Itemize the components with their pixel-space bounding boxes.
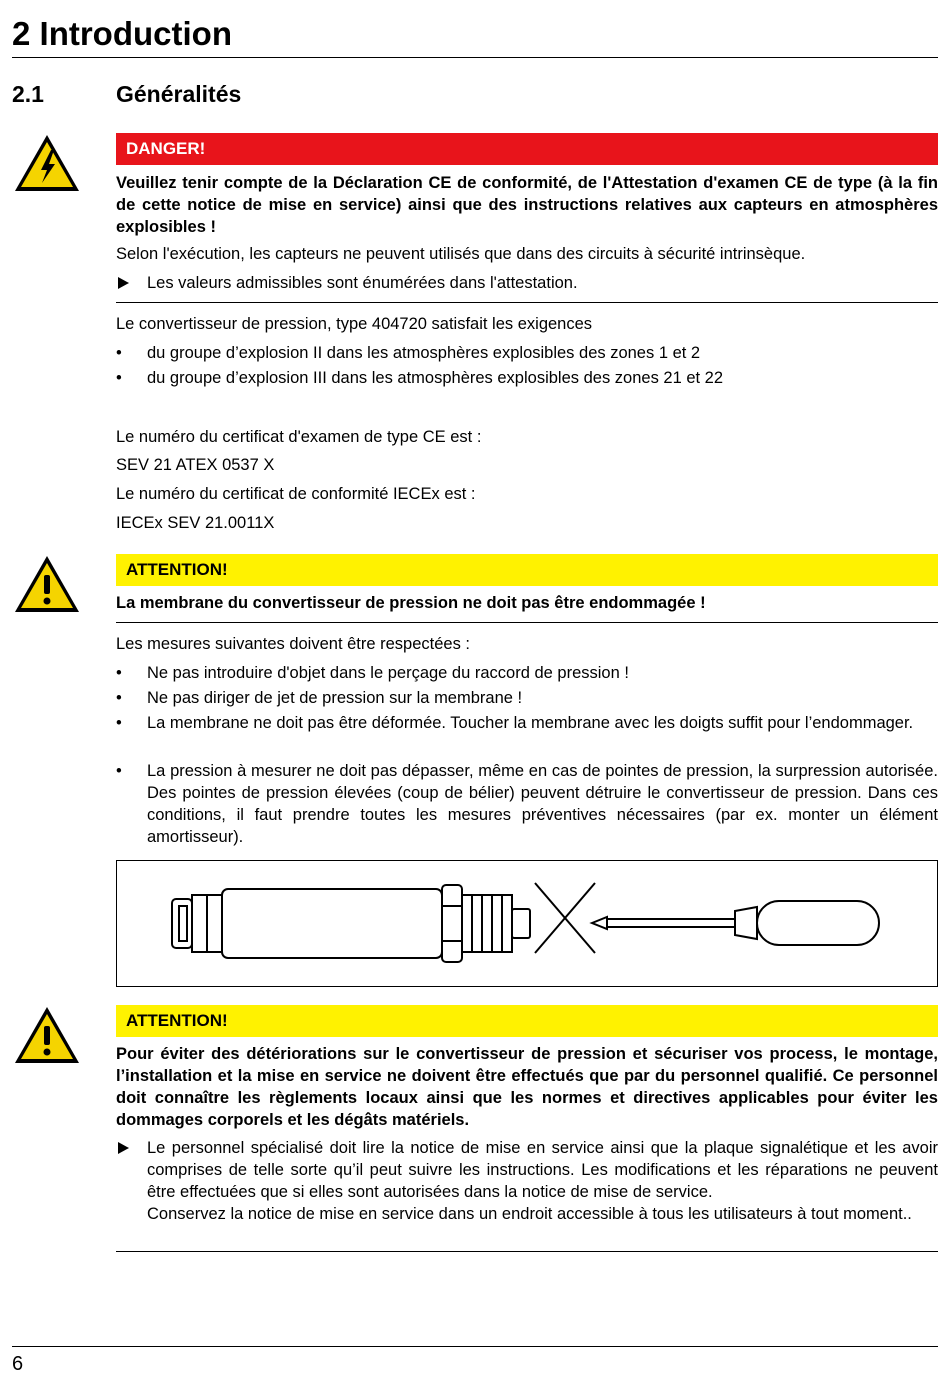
danger-bold-text: Veuillez tenir compte de la Déclaration CE de conformité, de l'Attestation d'examen CE de type (à la fin de cette notice de mise en service) ainsi que des instructions relatives aux capteurs en atmosphères explosibles ! xyxy=(116,174,938,236)
attention-bold-text: Pour éviter des détériorations sur le convertisseur de pression et sécuriser vos process, le montage, l’installation et la mise en service ne doivent être effectués que par du personnel qualifié. Ce personnel doit connaître les règlements locaux ainsi que les normes et directives applicables pour éviter les dommages corporels et les dégâts matériels. xyxy=(116,1045,938,1129)
attention-banner: ATTENTION! xyxy=(116,1005,938,1037)
list-item: • du groupe d’explosion III dans les atmosphères explosibles des zones 21 et 22 xyxy=(116,369,724,387)
action-arrow-icon xyxy=(118,277,129,289)
iecex-certificate-label: Le numéro du certificat de conformité IECEx est : xyxy=(116,485,476,503)
action-arrow-icon xyxy=(118,1142,129,1154)
chapter-divider xyxy=(12,57,938,58)
danger-action-item: Les valeurs admissibles sont énumérées dans l'attestation. xyxy=(116,272,938,294)
list-item: • du groupe d’explosion II dans les atmosphères explosibles des zones 1 et 2 xyxy=(116,344,701,362)
danger-text: Selon l'exécution, les capteurs ne peuvent utilisés que dans des circuits à sécurité intrinsèque. xyxy=(116,245,806,263)
footer-divider xyxy=(12,1346,938,1347)
list-item: • La membrane ne doit pas être déformée. Toucher la membrane avec les doigts suffit pour l’endommager. xyxy=(116,714,914,732)
attention-action-item: Le personnel spécialisé doit lire la notice de mise en service ainsi que la plaque signalétique et les avoir comprises de telle sorte qu’il peut suivre les instructions. Les modifications et les réparations ne peuvent être effectuées que si elles sont autorisées dans la notice de mise de service. xyxy=(116,1137,938,1203)
danger-banner: DANGER! xyxy=(116,133,938,165)
attention-banner: ATTENTION! xyxy=(116,554,938,586)
transmitter-screwdriver-illustration xyxy=(117,861,937,986)
danger-block-rule xyxy=(116,302,938,303)
iecex-certificate-number: IECEx SEV 21.0011X xyxy=(116,514,275,532)
warning-icon xyxy=(12,553,82,615)
chapter-title: 2 Introduction xyxy=(12,15,232,52)
attention-block-rule xyxy=(116,622,938,623)
page-number: 6 xyxy=(12,1353,24,1375)
electric-hazard-icon xyxy=(12,132,82,194)
attention-block-rule xyxy=(116,1251,938,1252)
ce-certificate-number: SEV 21 ATEX 0537 X xyxy=(116,456,275,474)
list-item: • Ne pas diriger de jet de pression sur la membrane ! xyxy=(116,689,523,707)
section-title: Généralités xyxy=(116,81,242,107)
attention-action-continuation: Conservez la notice de mise en service dans un endroit accessible à tous les utilisateurs à tout moment.. xyxy=(147,1205,912,1223)
list-item: • Ne pas introduire d'objet dans le perçage du raccord de pression ! xyxy=(116,664,629,682)
section-number: 2.1 xyxy=(12,81,44,107)
attention-bold-text: La membrane du convertisseur de pression ne doit pas être endommagée ! xyxy=(116,594,706,612)
ce-certificate-label: Le numéro du certificat d'examen de type CE est : xyxy=(116,428,482,446)
warning-icon xyxy=(12,1004,82,1066)
membrane-damage-figure xyxy=(116,860,938,987)
measures-intro: Les mesures suivantes doivent être respectées : xyxy=(116,635,471,653)
requirements-intro: Le convertisseur de pression, type 404720 satisfait les exigences xyxy=(116,315,593,333)
list-item: • La pression à mesurer ne doit pas dépasser, même en cas de pointes de pression, la surpression autorisée. Des pointes de pression élevées (coup de bélier) peuvent détruire le convertisseur de pression. Dans ces conditions, il faut prendre toutes les mesures préventives nécessaires (par ex. monter un élément amortisseur). xyxy=(116,762,938,846)
